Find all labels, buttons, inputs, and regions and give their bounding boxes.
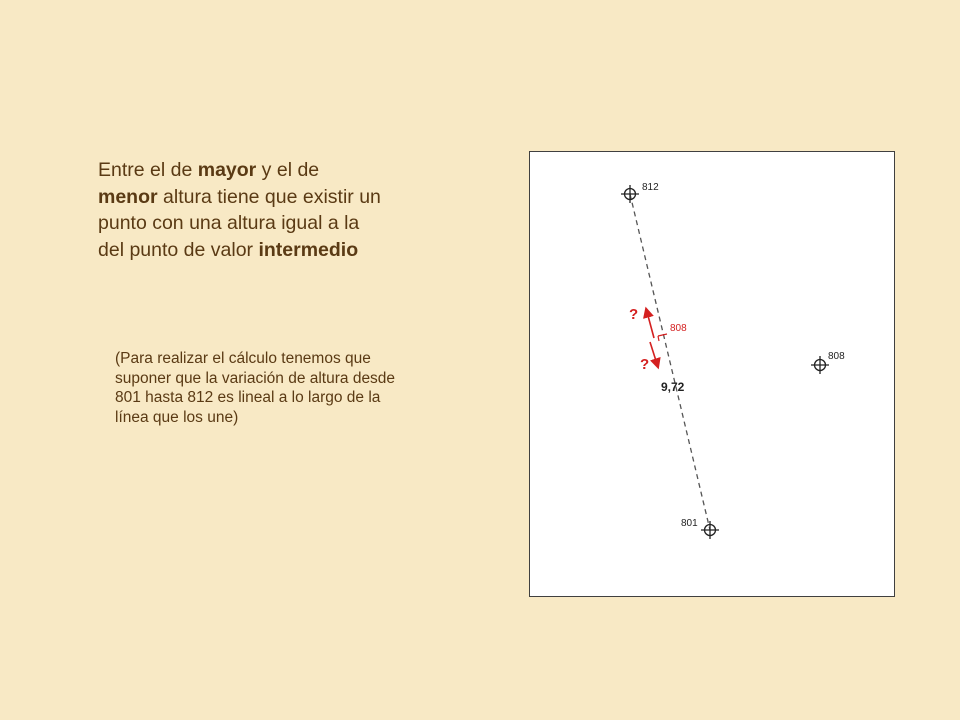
main-explanation-text	[98, 157, 458, 263]
survey-point-812	[621, 182, 659, 203]
interpolated-tick-stub	[658, 336, 659, 341]
emphasis-intermedio: intermedio	[258, 238, 359, 261]
survey-point-801	[681, 518, 719, 539]
question-mark-bottom: ?	[640, 356, 650, 373]
interpolated-point-808	[658, 323, 687, 341]
emphasis-menor: menor	[98, 185, 158, 208]
main-text-line-4: del punto de valor intermedio	[98, 238, 359, 261]
diagram-svg	[530, 152, 896, 598]
interpolated-label: 808	[670, 323, 687, 334]
point-label-801: 801	[681, 518, 698, 529]
point-label-812: 812	[642, 182, 659, 193]
interpolated-tick	[658, 334, 667, 336]
main-text-line-1: Entre el de mayor y el de	[98, 159, 320, 181]
note-line-1: (Para realizar el cálculo tenemos que	[115, 350, 371, 367]
survey-point-808	[811, 351, 845, 374]
emphasis-mayor: mayor	[197, 159, 257, 181]
elevation-diagram	[529, 151, 895, 597]
calculation-note	[115, 349, 460, 427]
point-label-808: 808	[828, 351, 845, 362]
note-line-2: suponer que la variación de altura desde	[115, 369, 396, 387]
note-line-3: 801 hasta 812 es lineal a lo largo de la	[115, 389, 381, 406]
distance-label: 9,72	[661, 380, 685, 394]
arrow-down-icon	[650, 342, 657, 364]
note-line-4: línea que los une)	[115, 408, 239, 426]
main-text-line-2: menor altura tiene que existir un	[98, 185, 381, 208]
arrow-up-icon	[647, 312, 654, 338]
main-text-line-3: punto con una altura igual a la	[98, 212, 360, 234]
question-mark-top: ?	[629, 306, 639, 323]
